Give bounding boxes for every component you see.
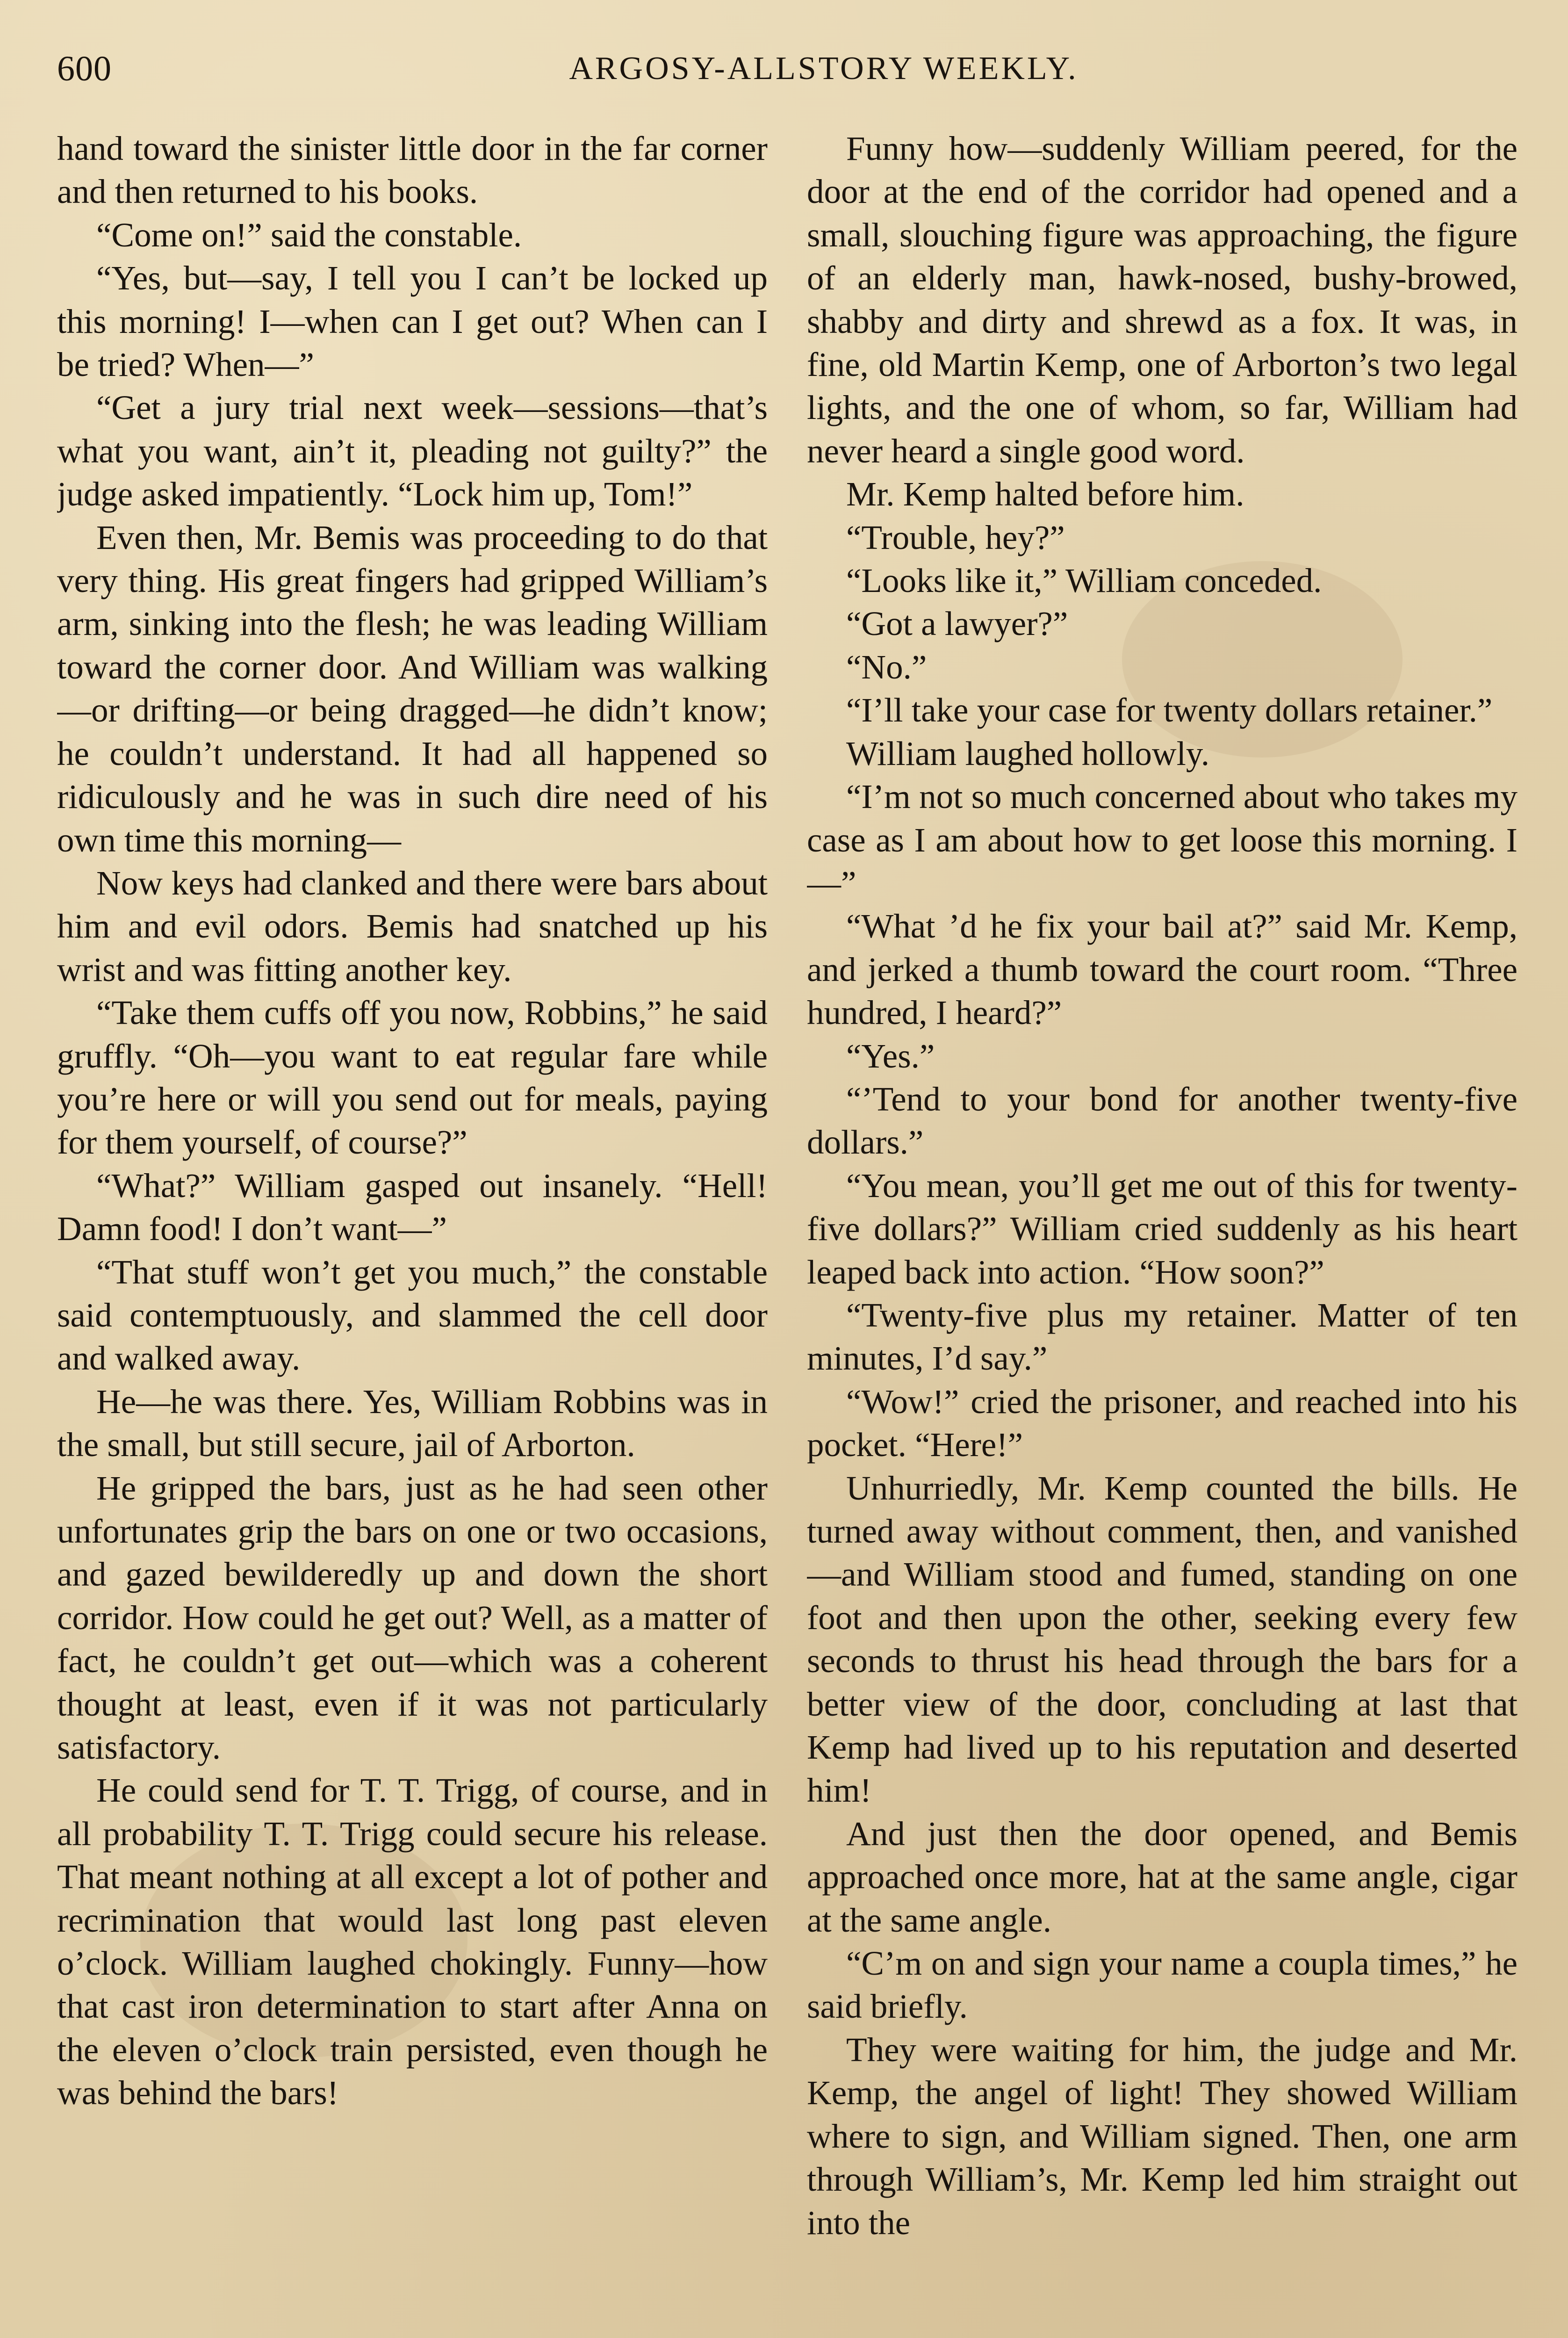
right-column: [807, 127, 1518, 2338]
paragraph: “That stuff won’t get you much,” the constable said contemptuously, and slammed the cell door and walked away.: [57, 1253, 768, 1378]
paragraph: He—he was there. Yes, William Robbins was in the small, but still secure, jail of Arborton.: [57, 1382, 768, 1464]
running-head: ARGOSY-ALLSTORY WEEKLY.: [569, 51, 1079, 87]
paragraph: They were waiting for him, the judge and Mr. Kemp, the angel of light! They showed William where to sign, and William signed. Then, one arm through William’s, Mr. Kemp led him straight out into the: [807, 2030, 1518, 2242]
page-number: 600: [57, 49, 112, 88]
paragraph: hand toward the sinister little door in the far corner and then returned to his books.: [57, 130, 768, 211]
paragraph: And just then the door opened, and Bemis approached once more, hat at the same angle, cigar at the same angle.: [807, 1814, 1518, 1939]
paragraph: Unhurriedly, Mr. Kemp counted the bills. He turned away without comment, then, and vanished—and William stood and fumed, standing on one foot and then upon the other, seeking every few seconds to thrust his head through the bars for a better view of the door, concluding at last that Kemp had lived up to his reputation and deserted him!: [807, 1469, 1518, 1810]
left-column: [57, 127, 768, 2338]
paragraph: “Take them cuffs off you now, Robbins,” he said gruffly. “Oh—you want to eat regular fare while you’re here or will you send out for meals, paying for them yourself, of course?”: [57, 994, 768, 1162]
paragraph: “Yes.”: [846, 1037, 935, 1075]
paragraph: “I’ll take your case for twenty dollars retainer.”: [846, 691, 1493, 729]
paragraph: “You mean, you’ll get me out of this for twenty-five dollars?” William cried suddenly as his heart leaped back into action. “How soon?”: [807, 1166, 1518, 1291]
paragraph: “I’m not so much concerned about who takes my case as I am about how to get loose this morning. I—”: [807, 778, 1518, 902]
paragraph: Even then, Mr. Bemis was proceeding to do that very thing. His great fingers had gripped William’s arm, sinking into the flesh; he was leading William toward the corner door. And William was walking—or drifting—or being dragged—he didn’t know; he couldn’t understand. It had all happened so ridiculously and he was in such dire need of his own time this morning—: [57, 518, 768, 859]
paragraph: “Twenty-five plus my retainer. Matter of ten minutes, I’d say.”: [807, 1296, 1518, 1378]
paragraph: William laughed hollowly.: [846, 734, 1209, 772]
paragraph: “’Tend to your bond for another twenty-five dollars.”: [807, 1080, 1518, 1162]
paragraph: “Get a jury trial next week—sessions—that’s what you want, ain’t it, pleading not guilty?” the judge asked impatiently. “Lock him up, Tom!”: [57, 389, 768, 513]
paragraph: “Looks like it,” William conceded.: [846, 562, 1322, 600]
paragraph: “Come on!” said the constable.: [96, 216, 522, 254]
paragraph: “No.”: [846, 648, 927, 686]
paragraph: “C’m on and sign your name a coupla times,” he said briefly.: [807, 1944, 1518, 2026]
paragraph: “Got a lawyer?”: [846, 605, 1068, 643]
paragraph: Mr. Kemp halted before him.: [846, 475, 1244, 513]
paragraph: “Yes, but—say, I tell you I can’t be locked up this morning! I—when can I get out? When can I be tried? When—”: [57, 259, 768, 384]
paragraph: He could send for T. T. Trigg, of course, and in all probability T. T. Trigg could secure his release. That meant nothing at all except a lot of pother and recrimination that would last long past eleven o’clock. William laughed chokingly. Funny—how that cast iron determination to start after Anna on the eleven o’clock train persisted, even though he was behind the bars!: [57, 1771, 768, 2112]
paragraph: “What?” William gasped out insanely. “Hell! Damn food! I don’t want—”: [57, 1166, 768, 1248]
paragraph: “Trouble, hey?”: [846, 518, 1065, 556]
paragraph: Now keys had clanked and there were bars about him and evil odors. Bemis had snatched up his wrist and was fitting another key.: [57, 864, 768, 989]
page-header: [57, 43, 1516, 94]
paragraph: Funny how—suddenly William peered, for the door at the end of the corridor had opened and a small, slouching figure was approaching, the figure of an elderly man, hawk-nosed, bushy-browed, shabby and dirty and shrewd as a fox. It was, in fine, old Martin Kemp, one of Arborton’s two legal lights, and the one of whom, so far, William had never heard a single good word.: [807, 130, 1518, 470]
paragraph: “What ’d he fix your bail at?” said Mr. Kemp, and jerked a thumb toward the court room. “Three hundred, I heard?”: [807, 907, 1518, 1032]
paragraph: “Wow!” cried the prisoner, and reached into his pocket. “Here!”: [807, 1382, 1518, 1464]
paragraph: He gripped the bars, just as he had seen other unfortunates grip the bars on one or two occasions, and gazed bewilderedly up and down the short corridor. How could he get out? Well, as a matter of fact, he couldn’t get out—which was a coherent thought at least, even if it was not particularly satisfactory.: [57, 1469, 768, 1767]
